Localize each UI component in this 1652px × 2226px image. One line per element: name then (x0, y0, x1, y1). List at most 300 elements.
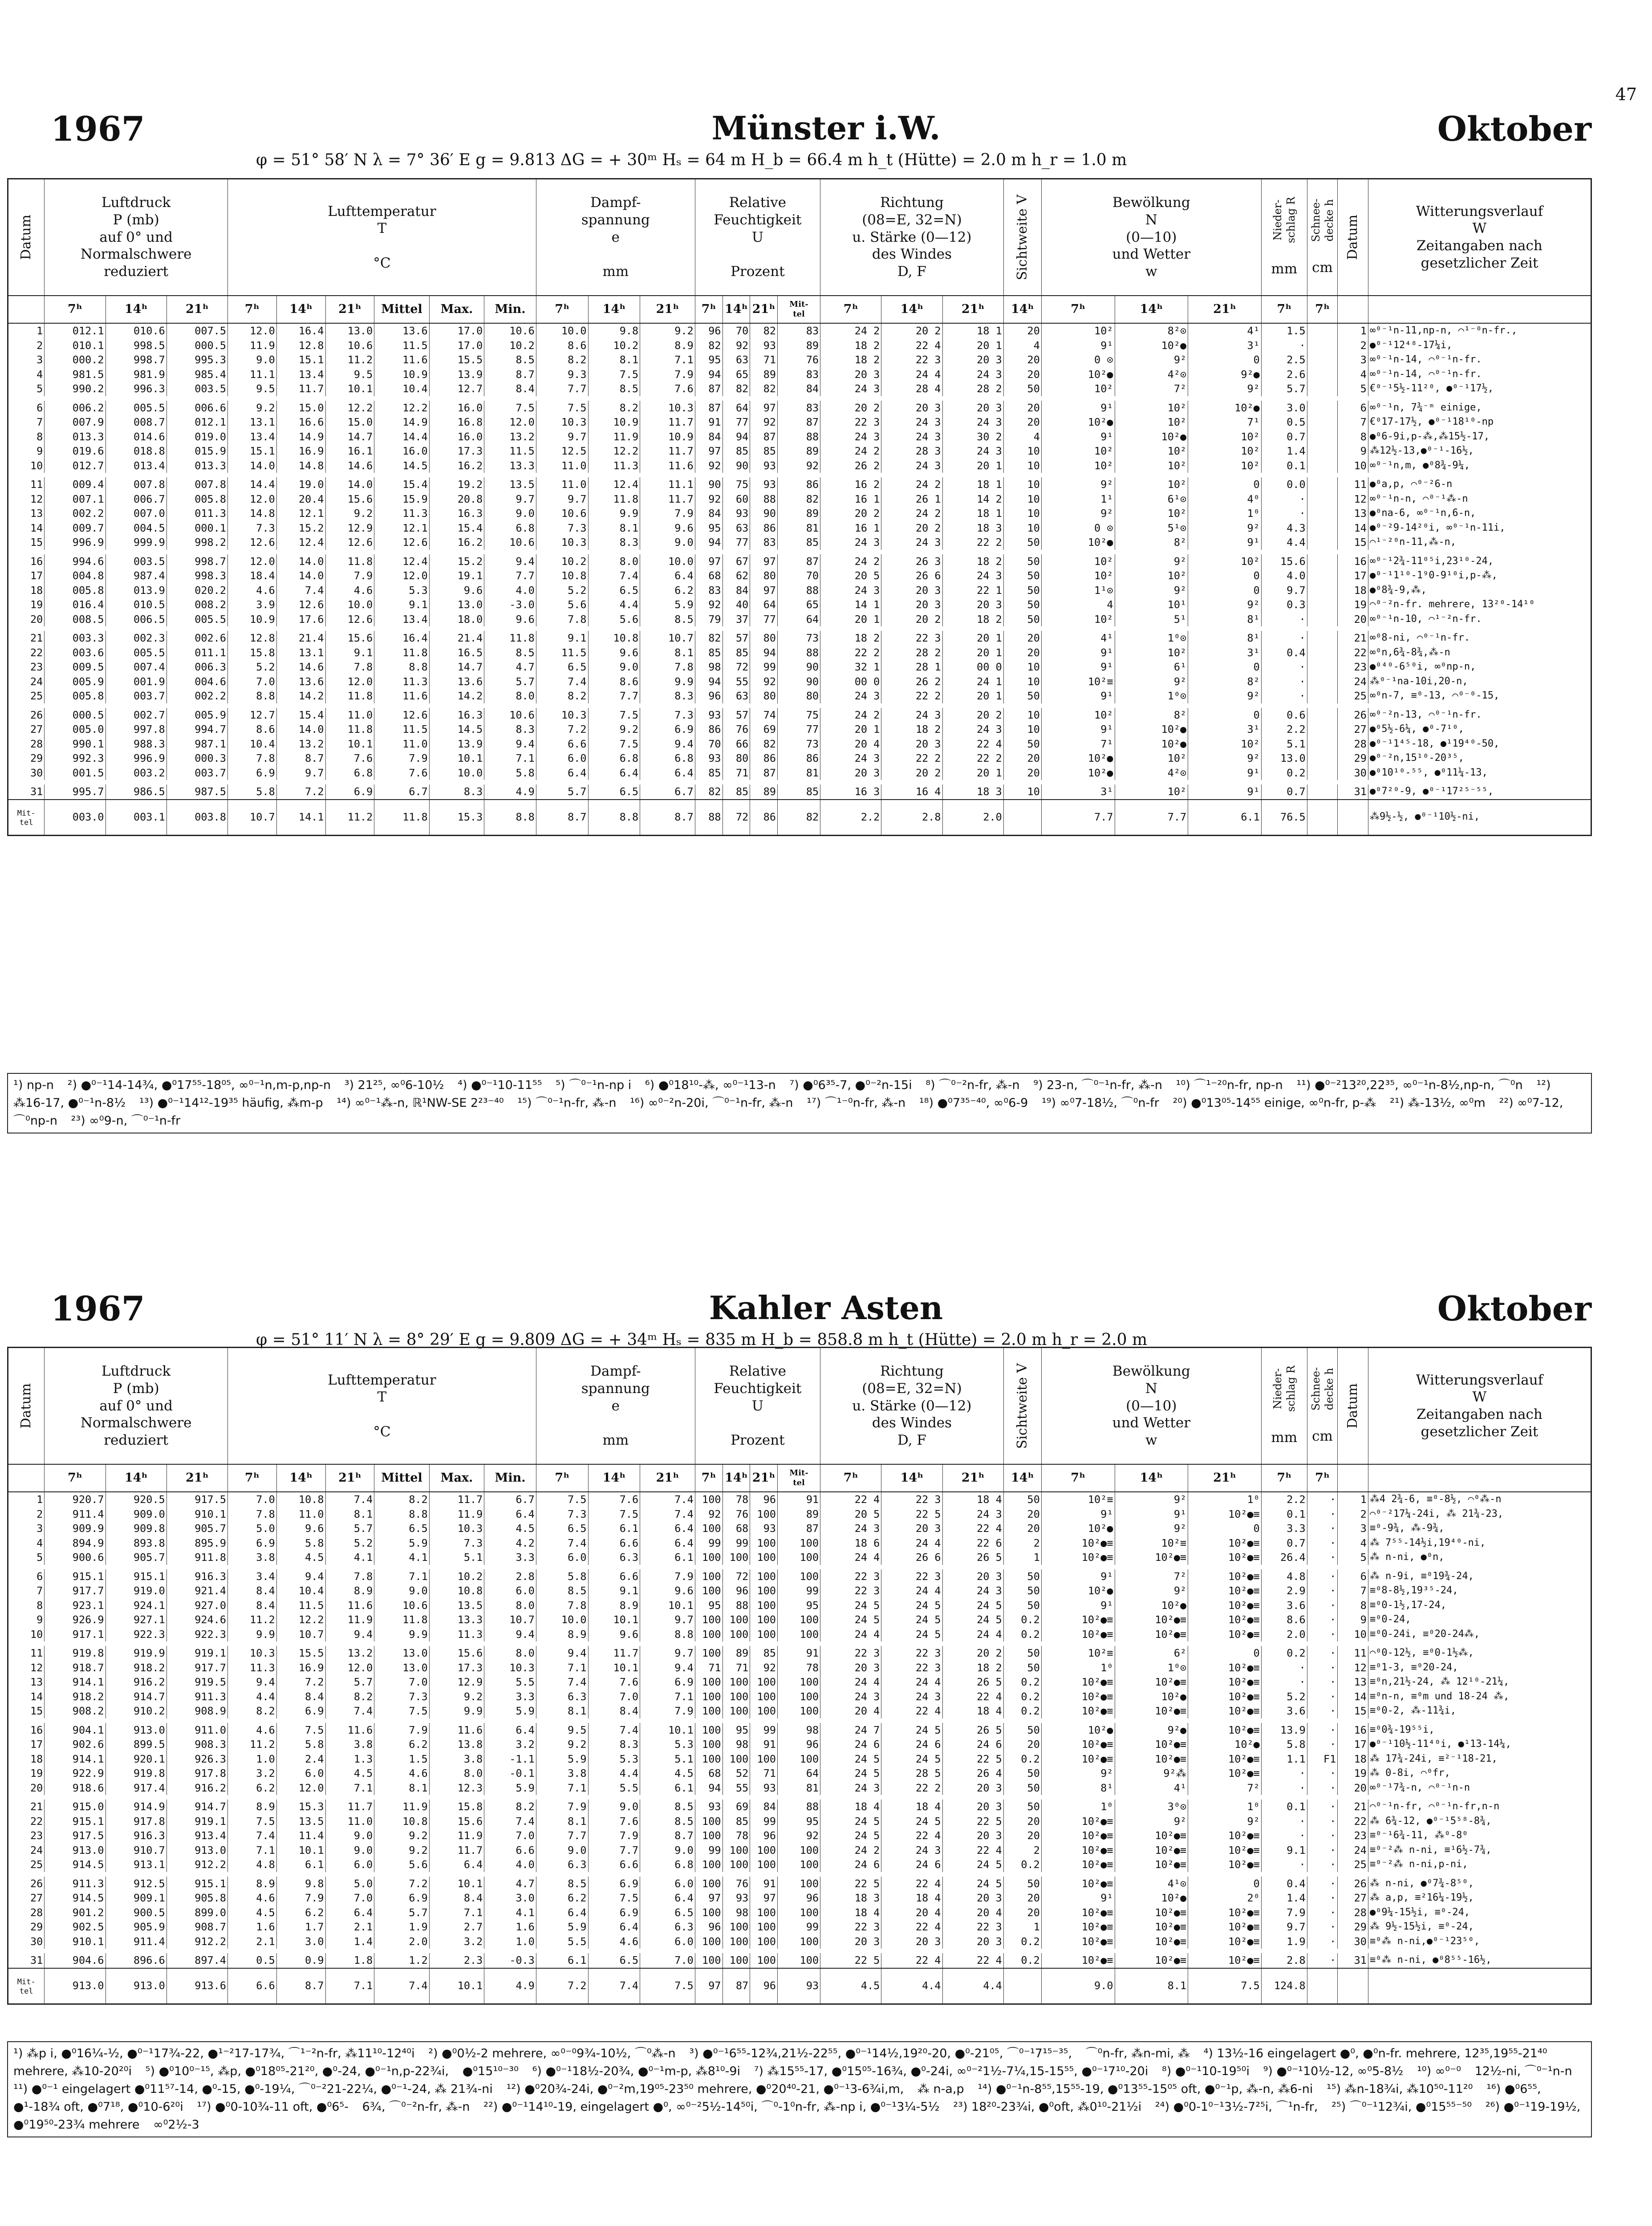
cell: 16 1 (820, 492, 881, 507)
footnote: ¹) ⁂p i, ●⁰16¼-½, ●⁰⁻¹17¾-22, ●¹⁻²17-17¾, ⌒¹⁻²n-fr, ⁂11¹⁰-12⁴⁰i (13, 2047, 415, 2060)
station-section-kahler-asten (0, 1289, 1652, 2132)
cell: 97 (750, 583, 778, 598)
cell: 911.4 (106, 1934, 166, 1949)
cell: 7.0 (325, 1891, 374, 1905)
cell: 10²●≡ (1188, 1704, 1262, 1718)
cell: 9.0 (588, 660, 640, 674)
cell: 15.5 (429, 353, 484, 367)
cell: 914.1 (45, 1752, 106, 1767)
cell: 20 3 (942, 1569, 1003, 1584)
cell: ⁂ a,p, ≡²16¼-19½, (1368, 1891, 1591, 1905)
cell: 0.2 (1003, 1627, 1041, 1642)
cell: 24 7 (820, 1723, 881, 1738)
cell: 4²⊙ (1115, 367, 1188, 382)
cell: 100 (695, 1737, 722, 1752)
cell: 18 4 (942, 1704, 1003, 1718)
cell: 24 5 (820, 1613, 881, 1627)
cell: 6.9 (276, 1704, 325, 1718)
cell: 18 4 (820, 1799, 881, 1814)
cell: 8.2 (227, 1704, 276, 1718)
cell: 6.9 (227, 1536, 276, 1551)
cell: 7.5 (536, 401, 588, 415)
cell: 6.9 (640, 722, 695, 737)
cell: 10.8 (536, 569, 588, 583)
cell: · (1307, 1536, 1338, 1551)
cell: 0.2 (1003, 1953, 1041, 1968)
cell: 10.3 (640, 401, 695, 415)
cell: 8.5 (536, 1584, 588, 1598)
cell: 2.1 (227, 1934, 276, 1949)
cell: 7.8 (536, 1598, 588, 1613)
cell: ∞⁰⁻¹n-11,np-n, ⌒¹⁻⁰n-fr., (1368, 323, 1591, 338)
cell: 26 (1338, 708, 1368, 723)
cell: 9.9 (640, 674, 695, 689)
cell: 20 2 (942, 708, 1003, 723)
cell (1307, 646, 1338, 660)
cell: 11.7 (325, 1799, 374, 1814)
cell: 22 (1338, 646, 1368, 660)
cell: 12.0 (374, 569, 430, 583)
cell: 9.9 (227, 1627, 276, 1642)
cell: 94 (695, 367, 722, 382)
cell: 10²●≡ (1188, 1920, 1262, 1934)
cell: 002.2 (45, 506, 106, 521)
cell: 23 (8, 660, 45, 674)
cell: 13.0 (325, 323, 374, 338)
cell: 87 (750, 430, 778, 444)
cell: 98 (695, 660, 722, 674)
cell: 10.4 (276, 1584, 325, 1598)
cell: 24 5 (942, 1877, 1003, 1891)
cell: 10²● (1041, 1584, 1115, 1598)
cell: 8.3 (588, 1737, 640, 1752)
cell: 1⁰⊙ (1115, 631, 1188, 646)
cell: 8.7 (276, 751, 325, 766)
cell: 6.4 (640, 766, 695, 780)
cell: 11.0 (325, 1814, 374, 1829)
footnote: ⁂ n-a,p (917, 2082, 964, 2096)
observation-table: Datum Luftdruck P (mb) auf 0° und Normalschwere reduziert Lufttemperatur T °C Dampf- spannung e mm Relative Feuchtigkeit U Prozent Richtung (08=E, 32=N) u. Stärke (0—12) des Windes D, F Sichtweite V Bewölkung N (0—10) und Wetter w Nieder- schlag R mm Schnee- decke h cm Datum Witterungsverlauf W Zeitangaben nach gesetzlicher Zeit 7ʰ 14ʰ 21ʰ 7ʰ 14ʰ 21ʰ Mittel Max. Min. 7ʰ 14ʰ 21ʰ 7ʰ 14ʰ 21ʰ Mit- tel 7ʰ 14ʰ 21ʰ 14ʰ 7ʰ 14ʰ 21ʰ 7ʰ 7ʰ 1 012.1 010.6 007.5 12.0 16.4 13.0 13.6 17.0 10.6 10.0 9.8 9.2 96 70 82 83 24 2 20 2 18 1 20 10² 8²⊙ 4¹ 1.5 1 ∞⁰⁻¹n-11,np-n, ⌒¹⁻⁰n-fr., 2 010.1 998.5 000.5 11.9 12.8 10.6 11.5 17.0 10.2 8.6 10.2 8.9 82 92 93 89 18 2 22 4 20 1 4 9¹ 10²● 3¹ · 2 ●⁰⁻¹12⁴⁸-17¼i, 3 000.2 998.7 995.3 9.0 15.1 11.2 11.6 15.5 8.5 8.2 8.1 7.1 95 63 71 76 18 2 22 3 20 3 20 0 ⊙ 9² 0 2.5 3 ∞⁰⁻¹n-14, ⌒⁰⁻¹n-fr. 4 981.5 981.9 985.4 11.1 13.4 9.5 10.9 13.9 8.7 9.3 7.5 7.9 94 65 89 83 20 3 24 4 24 3 20 10²● 4²⊙ 9²● 2.6 4 ∞⁰⁻¹n-14, ⌒⁰⁻¹n-fr. 5 990.2 996.3 003.5 9.5 11.7 10.1 10.4 12.7 8.4 7.7 8.5 7.6 87 82 82 84 24 3 28 4 28 2 50 10² 7² 9² 5.7 5 €⁰⁻¹5½-11²⁰, ●⁰⁻¹17½, 6 006.2 005.5 006.6 9.2 15.0 12.2 12.2 16.0 7.5 7.5 8.2 10.3 87 64 97 83 20 2 20 3 20 3 20 9¹ 10² 10²● 3.0 6 ∞⁰⁻¹n, 7¾⁻ᵐ einige, 7 007.9 008.7 012.1 13.1 16.6 15.0 14.9 16.8 12.0 10.3 10.9 11.7 91 77 92 87 22 3 24 3 24 3 20 10²● 10² 7¹ 0.5 7 €⁰17-17½, ●⁰⁻¹18¹⁰-np 8 013.3 014.6 019.0 13.4 14.9 14.7 14.4 16.0 13.2 9.7 11.9 10.9 84 94 87 88 24 3 24 3 30 2 4 9¹ 10²● 10² 0.7 8 ●⁰6-9i,p-⁂,⁂15½-17, 9 019.6 018.8 015.9 15.1 16.9 16.1 16.0 17.3 11.5 12.5 12.2 11.7 97 85 85 89 24 2 28 3 24 3 10 10² 10² 10² 1.4 9 ⁂12½-13,●⁰⁻¹-16½, 10 012.7 013.4 013.3 14.0 14.8 14.6 14.5 16.2 13.3 11.0 11.3 11.6 92 90 93 92 26 2 24 3 20 1 10 10² 10² 10² 0.1 10 ∞⁰⁻¹n,m, ●⁰8¾-9¼, 11 009.4 007.8 007.8 14.4 19.0 14.0 15.4 19.2 13.5 11.0 12.4 11.1 90 75 93 86 16 2 24 2 18 1 10 9² 10² 0 0.0 11 ●⁰a,p, ⌒⁰⁻²6-n 12 007.1 006.7 005.8 12.0 20.4 15.6 15.9 20.8 9.7 9.7 11.8 11.7 92 60 88 82 16 1 26 1 14 2 10 1¹ 6¹⊙ 4⁰ · 12 ∞⁰⁻¹n-n, ⌒⁰⁻¹⁂-n 13 002.2 007.0 011.3 14.8 12.1 9.2 11.3 16.3 9.0 10.6 9.9 7.9 84 93 90 89 20 2 24 2 18 1 10 9² 10² 1⁰ · 13 ●⁰na-6, ∞⁰⁻¹n,6-n, 14 009.7 004.5 000.1 7.3 15.2 12.9 12.1 15.4 6.8 7.3 8.1 9.6 95 63 86 81 16 1 20 2 18 3 10 0 ⊙ 5¹⊙ 9² 4.3 14 ●⁰⁻²9-14²⁰i, ∞⁰⁻¹n-11i, 15 996.9 999.9 998.2 12.6 12.4 12.6 12.6 16.2 10.6 10.3 8.3 9.0 94 77 83 85 24 3 24 3 22 2 50 10²● 8² 9¹ 4.4 15 ⌒¹⁻²⁰n-11,⁂-n, 16 994.6 003.5 998.7 12.0 14.0 11.8 12.4 15.2 9.4 10.2 8.0 10.0 97 67 97 87 24 2 26 3 18 2 50 10² 9² 10² 15.6 16 ∞⁰⁻¹2¾-11⁰⁵i,23¹⁰-24, 17 004.8 987.4 998.3 18.4 14.0 7.9 12.0 19.1 7.7 10.8 7.4 6.4 68 62 80 70 20 5 26 6 24 3 50 10² 10² 0 4.0 17 ●⁰⁻¹1¹⁰-1⁹0-9¹⁰i,p-⁂, 18 005.8 013.9 020.2 4.6 7.4 4.6 5.3 9.6 4.0 5.2 6.5 6.2 83 84 97 88 24 3 20 3 22 1 50 1¹⊙ 9² 0 9.7 18 ●⁰8¾-9,⁂, 19 016.4 010.5 008.2 3.9 12.6 10.0 9.1 13.0 -3.0 5.6 4.4 5.9 92 40 64 65 14 1 20 3 20 3 50 4 10¹ 9² 0.3 19 ⌒⁰⁻²n-fr. mehrere, 13²⁰-14¹⁰ 20 008.5 006.5 005.5 10.9 17.6 12.6 13.4 18.0 9.6 7.8 5.6 8.5 79 37 77 64 20 1 20 2 18 2 50 10² 5¹ 8¹ · 20 ∞⁰⁻¹n-10, ⌒¹⁻²n-fr. 21 003.3 002.3 002.6 12.8 21.4 15.6 16.4 21.4 11.8 9.1 10.8 10.7 82 57 80 73 18 2 22 3 20 1 20 4¹ 1⁰⊙ 8¹ · 21 ∞⁰8-ni, ⌒⁰⁻¹n-fr. 22 003.6 005.5 011.1 15.8 13.1 9.1 11.8 16.5 8.5 11.5 9.6 8.1 85 85 94 88 22 2 28 2 20 1 20 9¹ 10² 3¹ 0.4 22 ∞⁰n,6¾-8¾,⁂-n 23 009.5 007.4 006.3 5.2 14.6 7.8 8.8 14.7 4.7 6.5 9.0 7.8 98 72 99 90 32 1 28 1 00 0 10 9¹ 6¹ 0 · 23 ●⁰⁴⁰-6⁵⁰i, ∞⁰np-n, 24 005.9 001.9 004.6 7.0 13.6 12.0 11.3 13.6 5.7 7.4 8.6 9.9 94 55 92 90 00 0 26 2 24 1 10 10²≡ 9² 8² · 24 ⁂⁰⁻¹na-10i,20-n, 25 005.8 003.7 002.2 8.8 14.2 11.8 11.6 14.2 8.0 8.2 7.7 8.3 96 63 80 80 24 3 22 2 20 1 50 9¹ 1⁰⊙ 9² · 25 ∞⁰n-7, ≡⁰-13, ⌒⁰⁻⁰-15, 26 000.5 002.7 005.9 12.7 15.4 11.0 12.6 16.3 10.6 10.3 7.5 7.3 93 57 74 75 24 2 24 3 20 2 10 10² 8² 0 0.6 26 ∞⁰⁻²n-13, ⌒⁰⁻¹n-fr. 27 005.0 997.8 994.7 8.6 14.0 11.8 11.5 14.5 8.3 7.2 9.2 6.9 86 76 69 77 20 1 18 2 24 3 10 9¹ 10²● 3¹ 2.2 27 ●⁰5½-6¼, ●⁰-7¹⁰, 28 990.1 988.3 987.1 10.4 13.2 10.1 11.0 13.9 9.4 6.6 7.5 9.4 70 66 82 73 20 4 20 3 22 4 50 7¹ 10²● 10² 5.1 28 ●⁰⁻¹1⁴⁵-18, ●¹19⁴⁰-50, 29 992.3 996.9 000.3 7.8 8.7 7.6 7.9 10.1 7.1 6.0 6.8 6.8 93 80 86 86 24 3 22 2 22 2 20 10²● 10² 9² 13.0 29 ●⁰⁻²n,15¹⁰-20³⁵, 30 001.5 003.2 003.7 6.9 9.7 6.8 7.6 10.0 5.8 6.4 6.4 6.4 85 71 87 81 20 3 20 2 20 1 20 10²● 4²⊙ 9¹ 0.2 30 ●⁰10¹⁰-⁵⁵, ●⁰11¼-13, 31 995.7 986.5 987.5 5.8 7.2 6.9 6.7 8.3 4.9 5.7 6.5 6.7 82 85 89 85 16 3 16 4 18 3 10 3¹ 10² 9¹ 0.7 31 ●⁰7²⁰-9, ●⁰⁻¹17²⁵⁻⁵⁵, Mit- tel 003.0 003.1 003.8 10.7 14.1 11.2 11.8 15.3 8.8 8.7 8.8 8.7 88 72 86 82 2.2 2.8 2.0 7.7 7.7 6.1 76.5 ⁂9½-½, ●⁰⁻¹10½-ni, (7, 178, 1592, 836)
hdr-temperature: Lufttemperatur T °C (227, 1348, 536, 1465)
cell: 7.5 (640, 1968, 695, 2004)
cell: 6.8 (588, 751, 640, 766)
footnote: ⁷) ⁂15⁵⁵-17, ●⁰15⁰⁵-16¾, ●⁰-24i, ∞⁰⁻²1½-7¼,15-15⁵⁵, ●⁰⁻¹7¹⁰-20i (754, 2064, 1149, 2078)
cell: 9² (1115, 353, 1188, 367)
cell: 10 (8, 1627, 45, 1642)
cell: 000.1 (166, 521, 227, 536)
cell: 71 (750, 1766, 778, 1781)
cell: 9.2 (429, 1690, 484, 1704)
cell: 10.2 (536, 554, 588, 569)
cell: 8¹ (1188, 631, 1262, 646)
cell: 9²⁂ (1115, 1766, 1188, 1781)
cell: 96 (750, 1492, 778, 1507)
cell: 10² (1115, 506, 1188, 521)
cell: 57 (722, 708, 750, 723)
cell: 94 (695, 1781, 722, 1795)
cell: 14 (1338, 521, 1368, 536)
cell: 100 (722, 1843, 750, 1858)
cell: 4¹⊙ (1115, 1877, 1188, 1891)
cell: ≡⁰n,21½-24, ⁂ 12¹⁰-21¼, (1368, 1675, 1591, 1690)
cell: 9.7 (536, 430, 588, 444)
cell: 10²●≡ (1188, 1843, 1262, 1858)
cell: 7.6 (588, 1675, 640, 1690)
cell: 76 (722, 722, 750, 737)
table-row (8, 554, 1591, 569)
cell: 9.2 (640, 323, 695, 338)
cell: 8.0 (588, 554, 640, 569)
cell: 12.1 (276, 506, 325, 521)
cell: 11.6 (374, 353, 430, 367)
cell: 16.0 (374, 444, 430, 459)
cell: 6.3 (640, 1920, 695, 1934)
cell: 100 (750, 1613, 778, 1627)
cell: 18 1 (942, 323, 1003, 338)
cell: 6.4 (640, 1536, 695, 1551)
cell: 93 (695, 708, 722, 723)
table-row (8, 535, 1591, 550)
cell: 7.9 (325, 569, 374, 583)
cell: 26 6 (881, 1550, 942, 1565)
cell: 006.7 (106, 492, 166, 507)
cell: 15.6 (429, 1646, 484, 1661)
cell: 3.8 (227, 1550, 276, 1565)
cell: 11.0 (536, 459, 588, 473)
cell: 994.7 (166, 722, 227, 737)
cell: ≡⁰0-24i, ≡⁰20-24⁂, (1368, 1627, 1591, 1642)
cell: 8.2 (536, 353, 588, 367)
cell: 11.0 (276, 1507, 325, 1522)
cell: 100 (750, 1857, 778, 1872)
cell: 18 (1338, 583, 1368, 598)
cell: 24 3 (881, 535, 942, 550)
cell: 92 (750, 1661, 778, 1675)
cell: 10 (1003, 477, 1041, 492)
cell: 8.1 (325, 1507, 374, 1522)
cell: 22 2 (881, 689, 942, 703)
cell: 24 6 (942, 1737, 1003, 1752)
cell: 17.6 (276, 612, 325, 627)
cell: 7¹ (1041, 737, 1115, 751)
table-row (8, 353, 1591, 367)
cell: ⁂⁰⁻¹na-10i,20-n, (1368, 674, 1591, 689)
cell: ∞⁰⁻¹n-14, ⌒⁰⁻¹n-fr. (1368, 367, 1591, 382)
cell: 14.0 (276, 554, 325, 569)
cell: 66 (722, 737, 750, 751)
cell: 24 5 (881, 1613, 942, 1627)
cell: 100 (778, 1857, 820, 1872)
cell: 10²● (1041, 1723, 1115, 1738)
cell: 13.0 (429, 597, 484, 612)
cell (1307, 597, 1338, 612)
cell: 7 (8, 415, 45, 430)
cell: 22 (1338, 1814, 1368, 1829)
cell: 3.0 (484, 1891, 536, 1905)
cell: 10² (1041, 323, 1115, 338)
cell: 77 (722, 415, 750, 430)
cell: 9.8 (276, 1877, 325, 1891)
cell: 2.3 (429, 1953, 484, 1968)
cell: 10²●≡ (1041, 1828, 1115, 1843)
cell: 998.3 (166, 569, 227, 583)
cell: 100 (695, 1690, 722, 1704)
cell: 20 5 (820, 1507, 881, 1522)
cell: · (1307, 1675, 1338, 1690)
cell: 9¹ (1041, 1891, 1115, 1905)
cell: · (1307, 1550, 1338, 1565)
cell: 26 4 (942, 1766, 1003, 1781)
cell: 8.2 (325, 1690, 374, 1704)
cell: 13.1 (276, 646, 325, 660)
cell: 100 (750, 1598, 778, 1613)
cell: 4.4 (942, 1968, 1003, 2004)
cell: 11.9 (429, 1507, 484, 1522)
cell: 902.6 (45, 1737, 106, 1752)
cell: 005.9 (45, 674, 106, 689)
cell: 9.9 (588, 506, 640, 521)
cell: 007.9 (45, 415, 106, 430)
cell: 1⁰ (1041, 1661, 1115, 1675)
cell: 15.6 (429, 1814, 484, 1829)
cell: ⁂ 0-8i, ⌒⁰fr, (1368, 1766, 1591, 1781)
cell: 6.6 (588, 1536, 640, 1551)
cell: 8.1 (588, 353, 640, 367)
cell: 2.2 (1261, 1492, 1307, 1507)
cell: 12.0 (325, 674, 374, 689)
cell: 24 3 (881, 708, 942, 723)
cell: ⌒¹⁻²⁰n-11,⁂-n, (1368, 535, 1591, 550)
cell: 16.6 (276, 415, 325, 430)
cell: 1.0 (484, 1934, 536, 1949)
cell: 6.5 (536, 660, 588, 674)
cell: 55 (722, 1781, 750, 1795)
cell: 91 (695, 415, 722, 430)
cell: 4.4 (588, 597, 640, 612)
cell: 009.7 (45, 521, 106, 536)
cell: · (1261, 506, 1307, 521)
cell: 10²● (1115, 1598, 1188, 1613)
cell: 29 (8, 751, 45, 766)
cell: 1.5 (374, 1752, 430, 1767)
cell: 26 6 (881, 569, 942, 583)
cell: 8.6 (588, 674, 640, 689)
cell: · (1261, 1661, 1307, 1675)
cell: 91 (778, 1492, 820, 1507)
cell: 7.0 (374, 1675, 430, 1690)
cell: 10.1 (588, 1661, 640, 1675)
cell: 987.5 (166, 784, 227, 800)
cell (1307, 800, 1338, 836)
cell: 28 2 (881, 646, 942, 660)
cell: 20 (1338, 612, 1368, 627)
cell: 11.8 (484, 631, 536, 646)
cell: 24 2 (820, 554, 881, 569)
cell: ●⁰⁻²n,15¹⁰-20³⁵, (1368, 751, 1591, 766)
cell: 005.9 (166, 708, 227, 723)
table-row (8, 597, 1591, 612)
footnote: ²³) 18²⁰-23¾i, ●⁰oft, ⁂0¹⁰-21½i (953, 2100, 1142, 2114)
cell: 12.7 (429, 382, 484, 396)
cell: 100 (778, 1905, 820, 1920)
cell: 92 (778, 459, 820, 473)
cell: ●⁰⁴⁰-6⁵⁰i, ∞⁰np-n, (1368, 660, 1591, 674)
cell: 85 (778, 784, 820, 800)
cell: 900.5 (106, 1905, 166, 1920)
cell: 15.2 (429, 554, 484, 569)
cell: 910.1 (166, 1507, 227, 1522)
cell: 4.6 (227, 1723, 276, 1738)
cell: 13.4 (374, 612, 430, 627)
cell: 7² (1115, 1569, 1188, 1584)
cell: 18 4 (881, 1891, 942, 1905)
cell: 67 (722, 554, 750, 569)
cell: 5.8 (276, 1737, 325, 1752)
cell: 9¹ (1188, 766, 1262, 780)
cell: 1⁰⊙ (1115, 1661, 1188, 1675)
cell: 24 5 (820, 1766, 881, 1781)
cell: 894.9 (45, 1536, 106, 1551)
cell: 003.5 (166, 382, 227, 396)
cell: 0.7 (1261, 784, 1307, 800)
cell: 20.4 (276, 492, 325, 507)
cell: 22 3 (820, 1920, 881, 1934)
cell: · (1307, 1828, 1338, 1843)
cell: 018.8 (106, 444, 166, 459)
cell: 12.8 (227, 631, 276, 646)
cell: 9.4 (640, 1661, 695, 1675)
cell: 9.5 (227, 382, 276, 396)
table-row (8, 415, 1591, 430)
cell: 10.0 (429, 766, 484, 780)
cell: 10.6 (484, 535, 536, 550)
hdr-precip: Nieder- schlag R mm (1261, 1348, 1307, 1465)
cell: 50 (1003, 1492, 1041, 1507)
cell: 99 (778, 1920, 820, 1934)
cell: 917.5 (45, 1828, 106, 1843)
cell: 11 (1338, 1646, 1368, 1661)
cell: 3.2 (227, 1766, 276, 1781)
cell: 10² (1188, 430, 1262, 444)
cell: 911.8 (166, 1550, 227, 1565)
cell: 29 (8, 1920, 45, 1934)
cell: 9.0 (588, 1799, 640, 1814)
cell: 20 2 (881, 612, 942, 627)
cell: · (1261, 1828, 1307, 1843)
cell: 72 (722, 660, 750, 674)
footnote: ¹) np-n (13, 1078, 54, 1092)
cell: 913.0 (45, 1968, 106, 2004)
cell: 9.2 (588, 722, 640, 737)
cell: 919.8 (106, 1766, 166, 1781)
cell: 27 (1338, 1891, 1368, 1905)
cell: 92 (695, 492, 722, 507)
cell: · (1307, 1877, 1338, 1891)
cell: 11.0 (374, 737, 430, 751)
cell: 100 (722, 1613, 750, 1627)
cell: 89 (778, 338, 820, 353)
cell (1307, 784, 1338, 800)
cell: 10 (1003, 506, 1041, 521)
cell: 981.5 (45, 367, 106, 382)
cell: 7.6 (374, 766, 430, 780)
cell: 87 (722, 1968, 750, 2004)
cell: 10.1 (429, 1877, 484, 1891)
cell: 005.5 (106, 401, 166, 415)
cell: 12.8 (276, 338, 325, 353)
cell: 911.4 (45, 1507, 106, 1522)
cell: 2.8 (881, 800, 942, 836)
cell: ⁂4 2¾-6, ≡⁰-8½, ⌒⁰⁂-n (1368, 1492, 1591, 1507)
cell: 6.3 (536, 1690, 588, 1704)
cell: 85 (695, 766, 722, 780)
cell: 7.1 (325, 1968, 374, 2004)
cell: 4.7 (484, 660, 536, 674)
cell: 016.4 (45, 597, 106, 612)
cell: 15.4 (276, 708, 325, 723)
cell: 20 3 (942, 401, 1003, 415)
cell: 10²●≡ (1188, 1569, 1262, 1584)
footnote: ²) ●⁰⁻¹14-14¾, ●⁰17⁵⁵-18⁰⁵, ∞⁰⁻¹n,m-p,np-n (67, 1078, 331, 1092)
cell: 75 (778, 708, 820, 723)
cell: 13.1 (227, 415, 276, 430)
cell: 20 (1003, 1905, 1041, 1920)
cell: 7.5 (588, 737, 640, 751)
footnote: ⌒⁰n-fr, ⁂n-mi, ⁂ (1085, 2047, 1190, 2060)
cell: 77 (750, 612, 778, 627)
cell: 11 (1338, 477, 1368, 492)
cell: 100 (695, 1613, 722, 1627)
cell: 24 2 (820, 323, 881, 338)
cell: 17 (8, 1737, 45, 1752)
table-row (8, 708, 1591, 723)
footnote: ⁶) ●⁰⁻¹18½-20¾, ●⁰⁻¹m-p, ⁂8¹⁰-9i (532, 2064, 741, 2078)
cell: 8.5 (484, 646, 536, 660)
table-row (8, 1905, 1591, 1920)
cell: 15.8 (227, 646, 276, 660)
cell: 94 (695, 535, 722, 550)
cell: 24 4 (881, 1675, 942, 1690)
cell: 20 1 (942, 689, 1003, 703)
cell: 11.3 (227, 1661, 276, 1675)
cell: 11.3 (429, 1627, 484, 1642)
cell: 7.4 (325, 1492, 374, 1507)
cell: · (1307, 1781, 1338, 1795)
cell: 69 (722, 1799, 750, 1814)
cell: 50 (1003, 1781, 1041, 1795)
cell: · (1307, 1723, 1338, 1738)
footnote: ⁴) 13½-16 eingelagert ●⁰, ●⁰n-fr. mehrere, 12³⁵,19⁵⁵-21⁴⁰ mehrere, ⁂10-20²⁰i (13, 2047, 1547, 2078)
cell: 4.6 (374, 1766, 430, 1781)
cell: 7² (1115, 382, 1188, 396)
cell: 0.2 (1003, 1613, 1041, 1627)
cell: 10.9 (227, 612, 276, 627)
cell: 7.1 (640, 353, 695, 367)
cell: 1 (1003, 1550, 1041, 1565)
cell: 5.9 (640, 597, 695, 612)
table-row (8, 1766, 1591, 1781)
cell: 8¹ (1041, 1781, 1115, 1795)
cell: 1.0 (227, 1752, 276, 1767)
cell: 918.6 (45, 1781, 106, 1795)
cell: 28 3 (881, 444, 942, 459)
cell: 50 (1003, 1646, 1041, 1661)
cell: 11.9 (588, 430, 640, 444)
footnote: ¹⁵) ⁂n-18¾i, ⁂10⁵⁰-11²⁰ (1326, 2082, 1473, 2096)
cell: 9² (1188, 689, 1262, 703)
cell: 5.9 (374, 1536, 430, 1551)
cell: 0.4 (1261, 1877, 1307, 1891)
